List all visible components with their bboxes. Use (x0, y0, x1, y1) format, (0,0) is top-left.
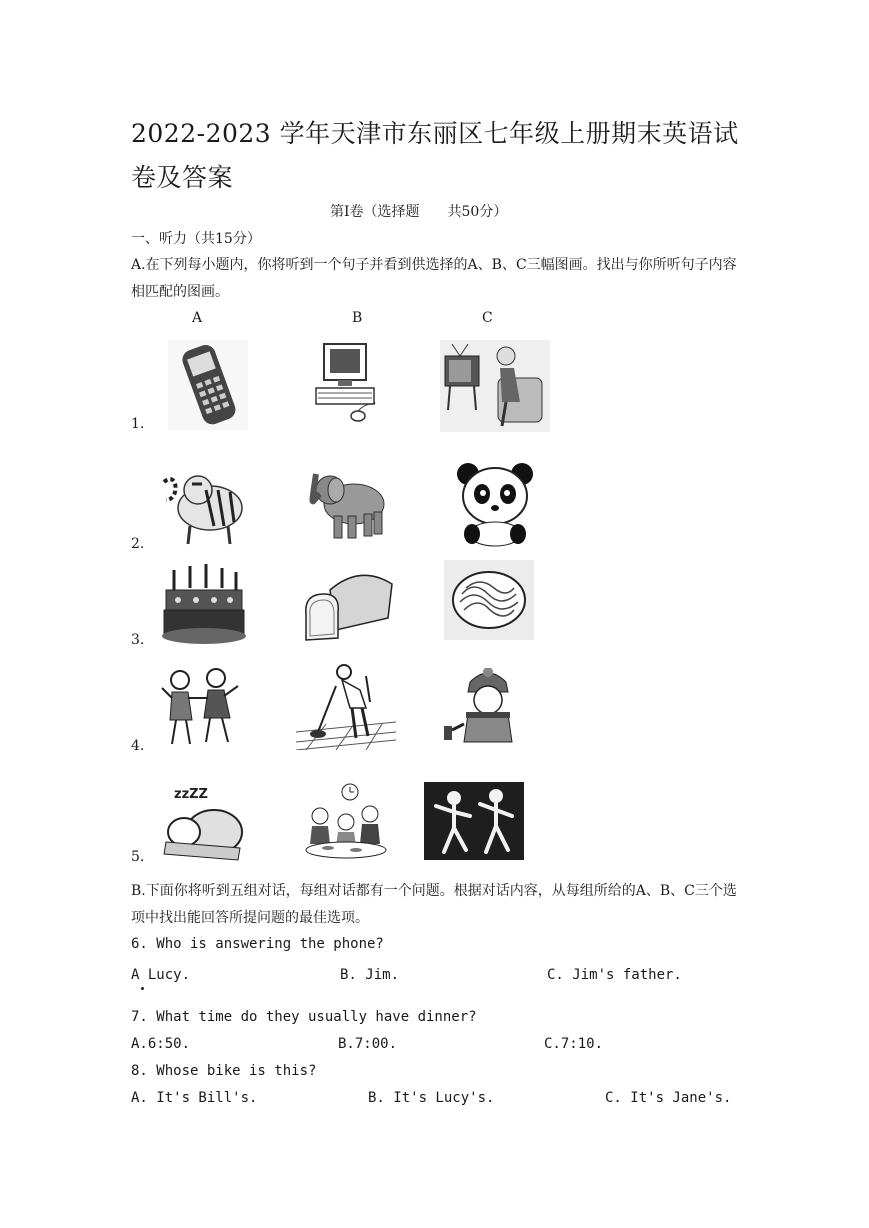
birthday-cake-picture (160, 562, 248, 646)
column-label-b: B (352, 310, 363, 326)
part-a-instruction: A.在下列每小题内，你将听到一个句子并看到供选择的A、B、C三幅图画。找出与你所听句子内容相匹配的图画。 (131, 257, 737, 300)
column-label-c: C (482, 310, 493, 326)
boy-in-winter-clothes-picture (438, 668, 530, 750)
bread-picture (300, 568, 396, 646)
volume-heading: 第Ⅰ卷（选择题 共50分） (330, 204, 508, 220)
tiger-picture (158, 460, 250, 550)
panda-picture (454, 458, 536, 548)
question-6: 6. Who is answering the phone? (131, 936, 384, 952)
row-number-1: 1. (131, 416, 145, 432)
question-7-option-c: C.7:10. (544, 1036, 604, 1052)
listening-heading: 一、听力（共15分） (131, 231, 261, 247)
question-8-option-c: C. It's Jane's. (605, 1090, 732, 1106)
stray-dot-mark (141, 987, 144, 990)
row-number-4: 4. (131, 738, 145, 754)
svg-text:zzZZ: zzZZ (174, 787, 208, 802)
question-6-option-a: A Lucy. (131, 967, 191, 983)
question-7-option-b: B.7:00. (338, 1036, 398, 1052)
family-eating-picture (300, 782, 392, 864)
elephant-picture (308, 460, 390, 544)
man-watching-tv-picture (440, 340, 550, 432)
question-8: 8. Whose bike is this? (131, 1063, 317, 1079)
people-doing-taichi-picture (424, 782, 524, 860)
part-b-instruction: B.下面你将听到五组对话，每组对话都有一个问题。根据对话内容，从每组所给的A、B、C三个选项中找出能回答所提问题的最佳选项。 (131, 883, 737, 926)
document-title: 2022-2023 学年天津市东丽区七年级上册期末英语试卷及答案 (131, 119, 739, 192)
row-number-3: 3. (131, 632, 145, 648)
question-8-option-a: A. It's Bill's. (131, 1090, 258, 1106)
question-8-option-b: B. It's Lucy's. (368, 1090, 495, 1106)
children-dancing-picture (158, 664, 242, 750)
column-label-a: A (192, 310, 203, 326)
question-7: 7. What time do they usually have dinner? (131, 1009, 477, 1025)
question-7-option-a: A.6:50. (131, 1036, 191, 1052)
noodles-picture (444, 560, 534, 640)
row-number-5: 5. (131, 849, 145, 865)
question-6-option-b: B. Jim. (340, 967, 400, 983)
mobile-phone-picture (168, 340, 248, 430)
row-number-2: 2. (131, 536, 145, 552)
man-sweeping-floor-picture (296, 662, 396, 750)
computer-picture (308, 340, 388, 430)
question-6-option-c: C. Jim's father. (547, 967, 682, 983)
person-sleeping-picture (160, 782, 244, 862)
